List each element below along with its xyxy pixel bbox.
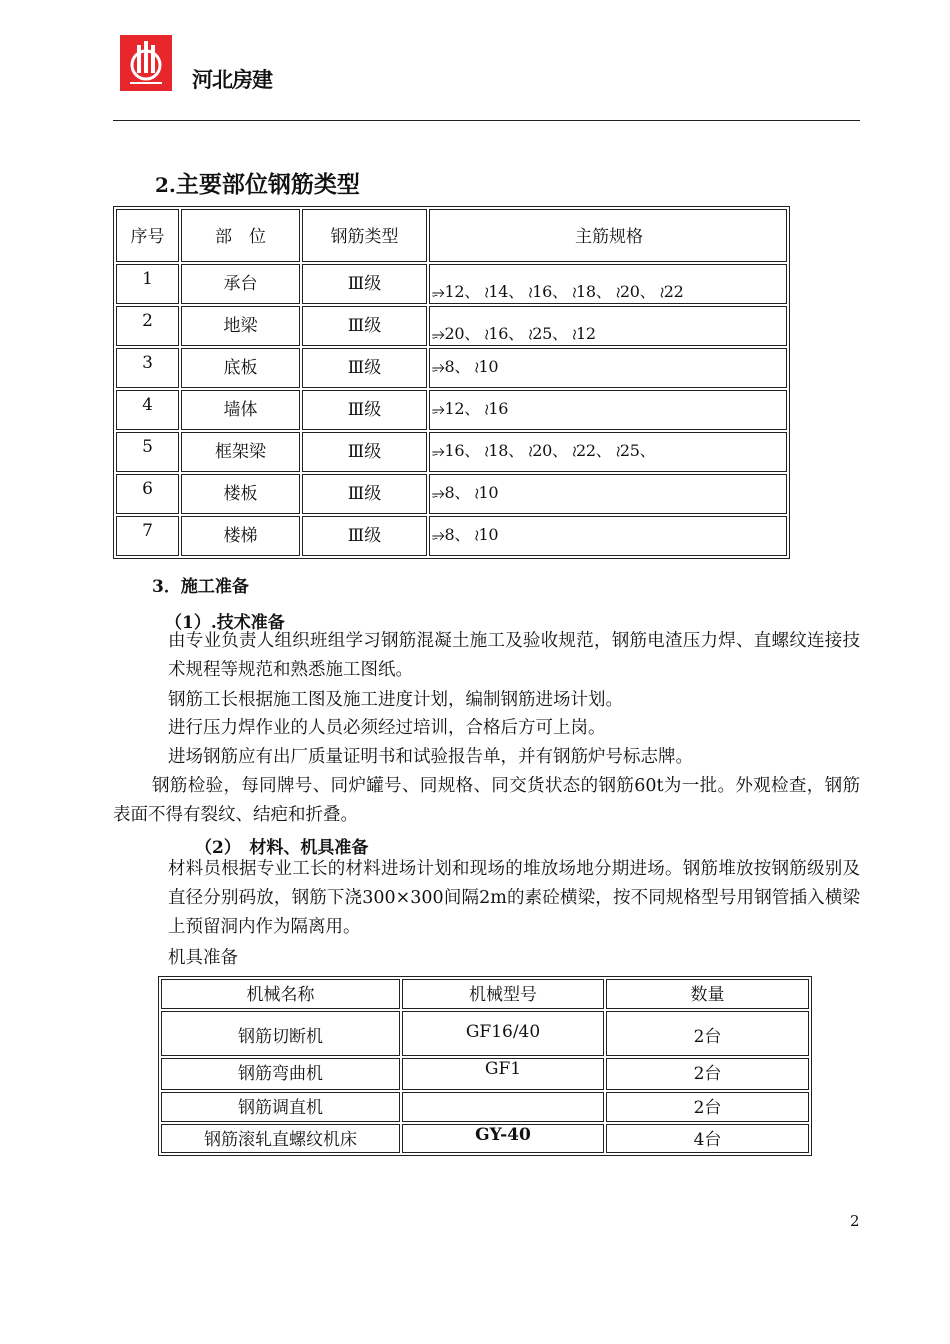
row-index: 3: [116, 348, 179, 388]
row-type: Ⅲ级: [302, 516, 427, 556]
section-title: [155, 166, 360, 199]
machine-name: 钢筋切断机: [161, 1011, 400, 1056]
row-part: 楼梯: [181, 516, 300, 556]
row-type: Ⅲ级: [302, 474, 427, 514]
row-part: 底板: [181, 348, 300, 388]
row-spec: [429, 348, 787, 388]
machine-name: 钢筋弯曲机: [161, 1058, 400, 1090]
row-index: 2: [116, 306, 179, 346]
table-row: [161, 1058, 809, 1090]
table-row: [161, 1011, 809, 1056]
machine-model: GF16/40: [402, 1011, 604, 1056]
table-header-row: [116, 209, 787, 262]
row-index: 4: [116, 390, 179, 430]
row-part: 楼板: [181, 474, 300, 514]
table-row: [116, 516, 787, 556]
header-cell: 机械型号: [402, 979, 604, 1009]
row-spec: [429, 390, 787, 430]
hebei-fangjian-logo-icon: [120, 35, 172, 91]
header-cell: 数量: [606, 979, 809, 1009]
paragraph: 机具准备: [168, 948, 238, 968]
header-divider: [113, 120, 860, 121]
machine-qty: 2台: [606, 1011, 809, 1056]
row-type: Ⅲ级: [302, 432, 427, 472]
row-part: 承台: [181, 264, 300, 304]
paragraph: 钢筋工长根据施工图及施工进度计划，编制钢筋进场计划。: [168, 690, 623, 710]
row-spec: [429, 516, 787, 556]
header-cell: 机械名称: [161, 979, 400, 1009]
page-number: 2: [850, 1212, 860, 1230]
header-cell: 钢筋类型: [302, 209, 427, 262]
machine-name: 钢筋滚轧直螺纹机床: [161, 1124, 400, 1153]
rebar-type-table: [113, 206, 790, 559]
subsection-technical-prep: （1）.技术准备: [165, 613, 285, 633]
section-title-text: 主要部位钢筋类型: [175, 172, 360, 198]
section3-title: 3．施工准备: [152, 577, 249, 597]
row-spec-text: ⭌16、 ≀18、 ≀20、 ≀22、 ≀25、: [432, 441, 656, 460]
machine-name: 钢筋调直机: [161, 1092, 400, 1122]
brand-name: 河北房建: [192, 68, 272, 92]
table-row: [116, 390, 787, 430]
machine-table: [158, 976, 812, 1156]
row-part: 框架梁: [181, 432, 300, 472]
table-row: [116, 306, 787, 346]
row-spec-text: ⭌8、 ≀10: [432, 357, 499, 376]
paragraph: 进行压力焊作业的人员必须经过培训，合格后方可上岗。: [168, 718, 606, 738]
header-cell: 部 位: [181, 209, 300, 262]
machine-qty: 4台: [606, 1124, 809, 1153]
table-row: [161, 1124, 809, 1153]
row-part: 地梁: [181, 306, 300, 346]
row-spec: [429, 432, 787, 472]
subsection-material-prep: （2） 材料、机具准备: [195, 838, 369, 858]
table-row: [116, 264, 787, 304]
table-row: [116, 432, 787, 472]
table-row: [161, 1092, 809, 1122]
table-row: [116, 474, 787, 514]
row-type: Ⅲ级: [302, 348, 427, 388]
section-number: 2.: [155, 173, 176, 197]
header-cell: 序号: [116, 209, 179, 262]
machine-qty: 2台: [606, 1058, 809, 1090]
row-type: Ⅲ级: [302, 306, 427, 346]
row-spec: [429, 474, 787, 514]
row-spec-text: ⭌12、 ≀16: [432, 399, 509, 418]
row-type: Ⅲ级: [302, 390, 427, 430]
row-spec-text: ⭌8、 ≀10: [432, 525, 499, 544]
row-type: Ⅲ级: [302, 264, 427, 304]
paragraph: 由专业负责人组织班组学习钢筋混凝土施工及验收规范，钢筋电渣压力焊、直螺纹连接技术规程等规范和熟悉施工图纸。: [168, 631, 860, 680]
row-spec: [429, 306, 787, 346]
machine-qty: 2台: [606, 1092, 809, 1122]
paragraph: 钢筋检验，每同牌号、同炉罐号、同规格、同交货状态的钢筋60t为一批。外观检查，钢筋表面不得有裂纹、结疤和折叠。: [113, 776, 860, 825]
machine-model: [402, 1092, 604, 1122]
row-spec-text: ⭌8、 ≀10: [432, 483, 499, 502]
paragraph: 材料员根据专业工长的材料进场计划和现场的堆放场地分期进场。钢筋堆放按钢筋级别及直径分别码放，钢筋下浇300×300间隔2m的素砼横梁，按不同规格型号用钢管插入横梁上预留洞内作为隔离用。: [168, 859, 860, 937]
row-index: 5: [116, 432, 179, 472]
row-index: 6: [116, 474, 179, 514]
machine-model: GF1: [402, 1058, 604, 1090]
row-index: 7: [116, 516, 179, 556]
table-row: [116, 348, 787, 388]
machine-model: GY-40: [402, 1124, 604, 1153]
header-cell: 主筋规格: [429, 209, 787, 262]
row-spec-text: ⭌12、 ≀14、 ≀16、 ≀18、 ≀20、 ≀22: [432, 282, 684, 301]
row-index: 1: [116, 264, 179, 304]
table-header-row: [161, 979, 809, 1009]
row-spec: [429, 264, 787, 304]
row-part: 墙体: [181, 390, 300, 430]
row-spec-text: ⭌20、 ≀16、 ≀25、 ≀12: [432, 324, 596, 343]
paragraph: 进场钢筋应有出厂质量证明书和试验报告单，并有钢筋炉号标志牌。: [168, 747, 693, 767]
